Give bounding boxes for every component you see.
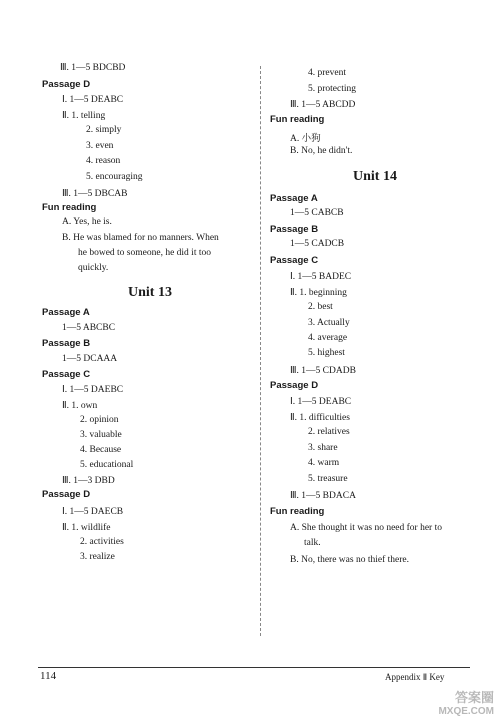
answer-line: he bowed to someone, he did it too	[78, 248, 211, 258]
answer-line: Ⅱ. 1. difficulties	[290, 413, 350, 423]
answer-line: quickly.	[78, 263, 109, 273]
answer-line: 2. relatives	[308, 427, 350, 437]
answer-line: 1—5 CADCB	[290, 239, 345, 249]
answer-line: Ⅱ. 1. telling	[62, 111, 106, 121]
section-heading: Passage D	[270, 380, 319, 391]
unit-heading: Unit 13	[128, 285, 172, 300]
answer-line: 2. best	[308, 302, 333, 312]
running-head: Appendix Ⅱ Key	[385, 672, 445, 682]
answer-line: 3. even	[86, 141, 114, 151]
answer-line: Ⅰ. 1—5 DEABC	[290, 397, 352, 407]
section-heading: Fun reading	[42, 202, 97, 213]
answer-line: Ⅲ. 1—5 ABCDD	[290, 100, 356, 110]
answer-line: Ⅱ. 1. wildlife	[62, 523, 111, 533]
answer-line: 5. educational	[80, 460, 134, 470]
answer-line: B. No, there was no thief there.	[290, 555, 409, 565]
watermark-line2: MXQE.COM	[438, 706, 494, 717]
answer-line: 3. valuable	[80, 430, 122, 440]
section-heading: Passage C	[270, 255, 319, 266]
answer-line: Ⅰ. 1—5 DAECB	[62, 507, 124, 517]
answer-line: Ⅲ. 1—3 DBD	[62, 476, 115, 486]
answer-line: 5. treasure	[308, 474, 348, 484]
answer-line: 4. warm	[308, 458, 340, 468]
answer-line: 4. average	[308, 333, 348, 343]
answer-line: 2. simply	[86, 125, 122, 135]
answer-line: B. He was blamed for no manners. When	[62, 233, 219, 243]
section-heading: Passage A	[42, 307, 90, 318]
answer-line: 4. Because	[80, 445, 122, 455]
answer-line: A. 小狗	[290, 134, 321, 144]
answer-line: 4. reason	[86, 156, 121, 166]
answer-line: A. Yes, he is.	[62, 217, 112, 227]
answer-line: B. No, he didn't.	[290, 146, 353, 156]
answer-line: Ⅲ. 1—5 CDADB	[290, 366, 356, 376]
answer-line: 3. Actually	[308, 318, 350, 328]
answer-line: talk.	[304, 538, 321, 548]
answer-line: A. She thought it was no need for her to	[290, 523, 442, 533]
answer-line: Ⅱ. 1. own	[62, 401, 98, 411]
answer-line: 1—5 ABCBC	[62, 323, 116, 333]
answer-line: 2. opinion	[80, 415, 119, 425]
section-heading: Passage B	[42, 338, 91, 349]
section-heading: Passage C	[42, 369, 91, 380]
section-heading: Fun reading	[270, 506, 325, 517]
section-heading: Passage B	[270, 224, 319, 235]
answer-line: Ⅲ. 1—5 BDCBD	[60, 63, 126, 73]
answer-line: 5. encouraging	[86, 172, 143, 182]
answer-line: 1—5 CABCB	[290, 208, 344, 218]
answer-line: Ⅲ. 1—5 DBCAB	[62, 189, 128, 199]
answer-line: 4. prevent	[308, 68, 346, 78]
section-heading: Passage D	[42, 79, 91, 90]
page-number: 114	[40, 670, 57, 682]
answer-line: 3. share	[308, 443, 338, 453]
unit-heading: Unit 14	[353, 169, 397, 184]
answer-line: 5. highest	[308, 348, 345, 358]
answer-line: Ⅰ. 1—5 DAEBC	[62, 385, 124, 395]
section-heading: Passage D	[42, 489, 91, 500]
answer-line: 3. realize	[80, 552, 115, 562]
answer-line: 5. protecting	[308, 84, 357, 94]
watermark-logo	[438, 691, 494, 719]
answer-line: Ⅱ. 1. beginning	[290, 288, 347, 298]
section-heading: Passage A	[270, 193, 318, 204]
answer-line: Ⅰ. 1—5 BADEC	[290, 272, 352, 282]
answer-line: 1—5 DCAAA	[62, 354, 118, 364]
footer-rule	[38, 667, 470, 668]
answer-line: 2. activities	[80, 537, 124, 547]
column-divider	[260, 66, 261, 636]
answer-line: Ⅲ. 1—5 BDACA	[290, 491, 356, 501]
answer-line: Ⅰ. 1—5 DEABC	[62, 95, 124, 105]
watermark-line1: 答案圈	[454, 690, 494, 705]
section-heading: Fun reading	[270, 114, 325, 125]
